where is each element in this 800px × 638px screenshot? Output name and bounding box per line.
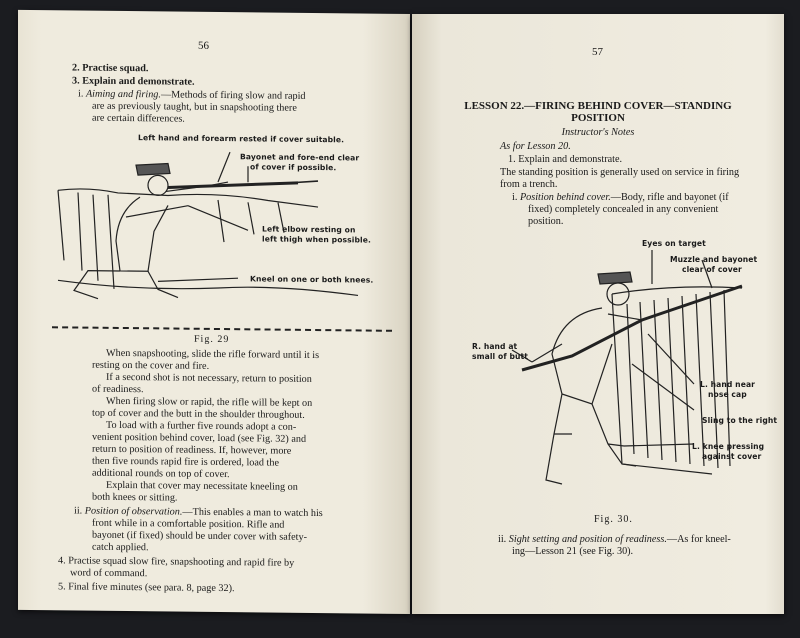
label-muzzle-1: Muzzle and bayonet xyxy=(670,255,758,264)
line-4: When firing slow or rapid, the rifle will be kept on xyxy=(106,395,313,409)
aiming-line-2: are as previously taught, but in snapshooting there xyxy=(92,100,297,114)
line-11: Explain that cover may necessitate kneeling on xyxy=(106,479,298,493)
line-9: then five rounds rapid fire is ordered, load the xyxy=(92,455,279,469)
label-left-hand-2: nose cap xyxy=(708,390,747,399)
observation-line-3: bayonet (if fixed) should be under cover with safety- xyxy=(92,529,307,543)
label-kneel: Kneel on one or both knees. xyxy=(250,274,374,285)
item-3: 3. Explain and demonstrate. xyxy=(72,75,195,88)
item-1: 1. Explain and demonstrate. xyxy=(508,154,623,165)
aiming-line-3: are certain differences. xyxy=(92,112,185,125)
observation-line-2: front while in a comfortable position. Rifle and xyxy=(92,517,285,531)
line-6: To load with a further five rounds adopt a con- xyxy=(106,419,297,433)
item-4-line-2: word of command. xyxy=(70,567,148,580)
label-knee-1: L. knee pressing xyxy=(692,442,765,451)
label-eyes-on-target: Eyes on target xyxy=(642,239,706,248)
page-number-57: 57 xyxy=(592,46,603,58)
line-8: return to position of readiness. If, however, more xyxy=(92,443,292,457)
label-elbow-1: Left elbow resting on xyxy=(262,224,356,235)
label-sling: Sling to the right xyxy=(702,416,778,425)
left-page xyxy=(18,10,410,614)
instructors-notes: Instructor's Notes xyxy=(561,127,635,138)
line-0: When snapshooting, slide the rifle forward until it is xyxy=(106,347,320,362)
label-right-hand-1: R. hand at xyxy=(472,342,518,351)
line-7: venient position behind cover, load (see Fig. 32) and xyxy=(92,431,307,445)
position-line-3: position. xyxy=(528,216,564,227)
position-line-1: i. Position behind cover.—Body, rifle and bayonet (if xyxy=(512,192,729,203)
fig-29-caption: Fig. 29 xyxy=(194,333,230,346)
label-left-hand: Left hand and forearm rested if cover suitable. xyxy=(138,133,345,145)
right-page xyxy=(412,14,784,614)
page-number-56: 56 xyxy=(198,39,209,52)
sight-line-1: ii. Sight setting and position of readiness.—As for kneel- xyxy=(498,534,731,545)
label-knee-2: against cover xyxy=(702,452,762,461)
label-muzzle-2: clear of cover xyxy=(682,265,742,274)
label-bayonet-1: Bayonet and fore-end clear xyxy=(240,152,360,163)
aiming-line-1: i. Aiming and firing.—Methods of firing slow and rapid xyxy=(78,88,306,102)
label-right-hand-2: small of butt xyxy=(472,352,528,361)
paragraph-line-1: The standing position is generally used on service in firing xyxy=(500,167,740,178)
observation-line-4: catch applied. xyxy=(92,541,149,554)
lesson-heading-2: POSITION xyxy=(571,112,625,124)
open-book xyxy=(18,14,784,626)
fig-30-caption: Fig. 30. xyxy=(594,514,633,525)
position-line-2: fixed) completely concealed in any convenient xyxy=(528,204,719,215)
label-bayonet-2: of cover if possible. xyxy=(250,162,337,173)
line-12: both knees or sitting. xyxy=(92,491,178,504)
item-5: 5. Final five minutes (see para. 8, page 32). xyxy=(58,581,235,595)
item-4-line-1: 4. Practise squad slow fire, snapshooting and rapid fire by xyxy=(58,555,295,569)
sight-line-2: ing—Lesson 21 (see Fig. 30). xyxy=(512,546,634,557)
observation-line-1: ii. Position of observation.—This enables a man to watch his xyxy=(74,505,323,520)
lesson-heading-1: LESSON 22.—FIRING BEHIND COVER—STANDING xyxy=(464,100,732,112)
line-3: of readiness. xyxy=(92,383,144,396)
item-2: 2. Practise squad. xyxy=(72,62,149,75)
label-left-hand-1: L. hand near xyxy=(700,380,756,389)
line-5: top of cover and the butt in the shoulder throughout. xyxy=(92,407,305,421)
line-2: If a second shot is not necessary, return to position xyxy=(106,371,312,385)
line-1: resting on the cover and fire. xyxy=(92,359,210,372)
line-10: additional rounds on top of cover. xyxy=(92,467,230,481)
as-for-lesson: As for Lesson 20. xyxy=(500,141,571,152)
label-elbow-2: left thigh when possible. xyxy=(262,234,371,245)
paragraph-line-2: from a trench. xyxy=(500,179,558,190)
